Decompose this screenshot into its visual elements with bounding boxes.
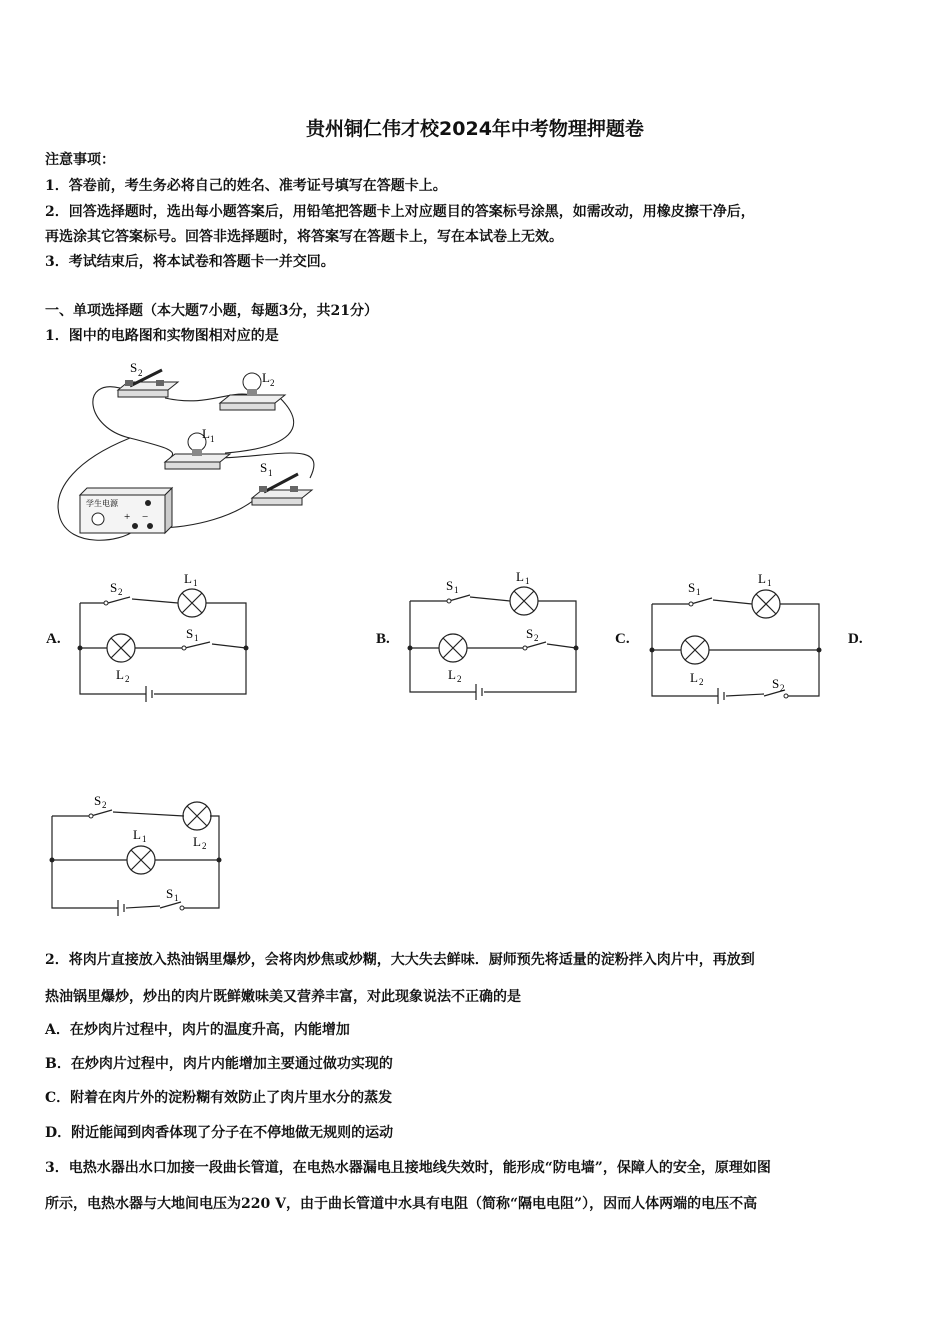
notice-item-2: 2．回答选择题时，选出每小题答案后，用铅笔把答题卡上对应题目的答案标号涂黑，如需改动，用橡皮擦干净后， bbox=[45, 204, 755, 220]
notice-item-3: 3．考试结束后，将本试卷和答题卡一并交回。 bbox=[45, 254, 335, 270]
s1-switch-board bbox=[252, 474, 312, 505]
photo-label-supply: 学生电源 bbox=[86, 499, 118, 508]
a-label-l2: L bbox=[116, 667, 124, 682]
page-title: 贵州铜仁伟才校2024年中考物理押题卷 bbox=[306, 118, 644, 140]
a-label-l1-sub: 1 bbox=[193, 578, 198, 588]
photo-label-l2-sub: 2 bbox=[270, 378, 275, 388]
q1-physical-circuit-figure bbox=[40, 358, 340, 554]
l1-bulb-board bbox=[165, 433, 230, 469]
notice-item-2-cont: 再选涂其它答案标号。回答非选择题时，将答案写在答题卡上，写在本试卷上无效。 bbox=[45, 229, 563, 245]
d-label-s1: S bbox=[166, 886, 174, 901]
a-label-s2-sub: 2 bbox=[118, 587, 123, 597]
d-label-l1-sub: 1 bbox=[142, 834, 147, 844]
d-label-s1-sub: 1 bbox=[174, 893, 179, 903]
a-label-s1: S bbox=[186, 626, 194, 641]
photo-label-s2: S bbox=[130, 360, 138, 375]
circuit-option-b bbox=[400, 566, 590, 706]
circuit-option-a bbox=[70, 566, 260, 706]
l2-bulb-board bbox=[220, 373, 285, 410]
circuit-option-d bbox=[42, 786, 232, 922]
q2-option-c: C．附着在肉片外的淀粉糊有效防止了肉片里水分的蒸发 bbox=[45, 1090, 393, 1106]
s2-switch-board bbox=[118, 370, 178, 397]
d-label-l2-sub: 2 bbox=[202, 841, 207, 851]
c-label-s2: S bbox=[772, 676, 780, 691]
q2-stem-line1: 2．将肉片直接放入热油锅里爆炒，会将肉炒焦或炒糊，大大失去鲜味．厨师预先将适量的淀粉拌入肉片中，再放到 bbox=[45, 952, 755, 968]
q1-option-a-label: A. bbox=[46, 631, 61, 647]
c-label-s1: S bbox=[688, 580, 696, 595]
q2-option-b: B．在炒肉片过程中，肉片内能增加主要通过做功实现的 bbox=[45, 1056, 393, 1072]
q2-stem-line2: 热油锅里爆炒，炒出的肉片既鲜嫩味美又营养丰富，对此现象说法不正确的是 bbox=[45, 989, 521, 1005]
c-label-s1-sub: 1 bbox=[696, 587, 701, 597]
section-heading: 一、单项选择题（本大题7小题，每题3分，共21分） bbox=[45, 303, 378, 319]
a-label-s1-sub: 1 bbox=[194, 633, 199, 643]
b-label-s2: S bbox=[526, 626, 534, 641]
d-label-s2: S bbox=[94, 793, 102, 808]
a-label-s2: S bbox=[110, 580, 118, 595]
photo-label-l1-sub: 1 bbox=[210, 434, 215, 444]
a-label-l2-sub: 2 bbox=[125, 674, 130, 684]
q1-option-b-label: B. bbox=[376, 631, 390, 647]
q3-line2: 所示，电热水器与大地间电压为220 V，由于曲长管道中水具有电阻（简称“隔电电阻”），因而人体两端的电压不高 bbox=[45, 1196, 758, 1212]
c-label-s2-sub: 2 bbox=[780, 683, 785, 693]
q3-line1: 3．电热水器出水口加接一段曲长管道，在电热水器漏电且接地线失效时，能形成“防电墙”，保障人的安全，原理如图 bbox=[45, 1160, 771, 1176]
d-label-l2: L bbox=[193, 834, 201, 849]
b-label-s2-sub: 2 bbox=[534, 633, 539, 643]
d-label-l1: L bbox=[133, 827, 141, 842]
b-label-l1-sub: 1 bbox=[525, 576, 530, 586]
d-label-s2-sub: 2 bbox=[102, 800, 107, 810]
circuit-option-c bbox=[642, 566, 832, 706]
photo-label-plus: + bbox=[124, 511, 131, 523]
b-label-l2: L bbox=[448, 667, 456, 682]
q1-option-d-label: D. bbox=[848, 631, 863, 647]
photo-label-s2-sub: 2 bbox=[138, 368, 143, 378]
notice-item-1: 1．答卷前，考生务必将自己的姓名、准考证号填写在答题卡上。 bbox=[45, 178, 447, 194]
c-label-l2: L bbox=[690, 670, 698, 685]
b-label-l2-sub: 2 bbox=[457, 674, 462, 684]
photo-label-s1: S bbox=[260, 460, 268, 475]
c-label-l1-sub: 1 bbox=[767, 578, 772, 588]
a-label-l1: L bbox=[184, 571, 192, 586]
q2-option-a: A．在炒肉片过程中，肉片的温度升高，内能增加 bbox=[45, 1022, 350, 1038]
photo-label-minus: − bbox=[142, 511, 149, 523]
photo-label-s1-sub: 1 bbox=[268, 468, 273, 478]
q1-stem: 1．图中的电路图和实物图相对应的是 bbox=[45, 328, 279, 344]
notice-heading: 注意事项： bbox=[45, 152, 115, 168]
photo-label-l1: L bbox=[202, 426, 210, 441]
b-label-s1: S bbox=[446, 578, 454, 593]
photo-label-l2: L bbox=[262, 370, 270, 385]
q2-option-d: D．附近能闻到肉香体现了分子在不停地做无规则的运动 bbox=[45, 1125, 394, 1141]
b-label-l1: L bbox=[516, 569, 524, 584]
q1-option-c-label: C. bbox=[615, 631, 630, 647]
c-label-l1: L bbox=[758, 571, 766, 586]
b-label-s1-sub: 1 bbox=[454, 585, 459, 595]
c-label-l2-sub: 2 bbox=[699, 677, 704, 687]
